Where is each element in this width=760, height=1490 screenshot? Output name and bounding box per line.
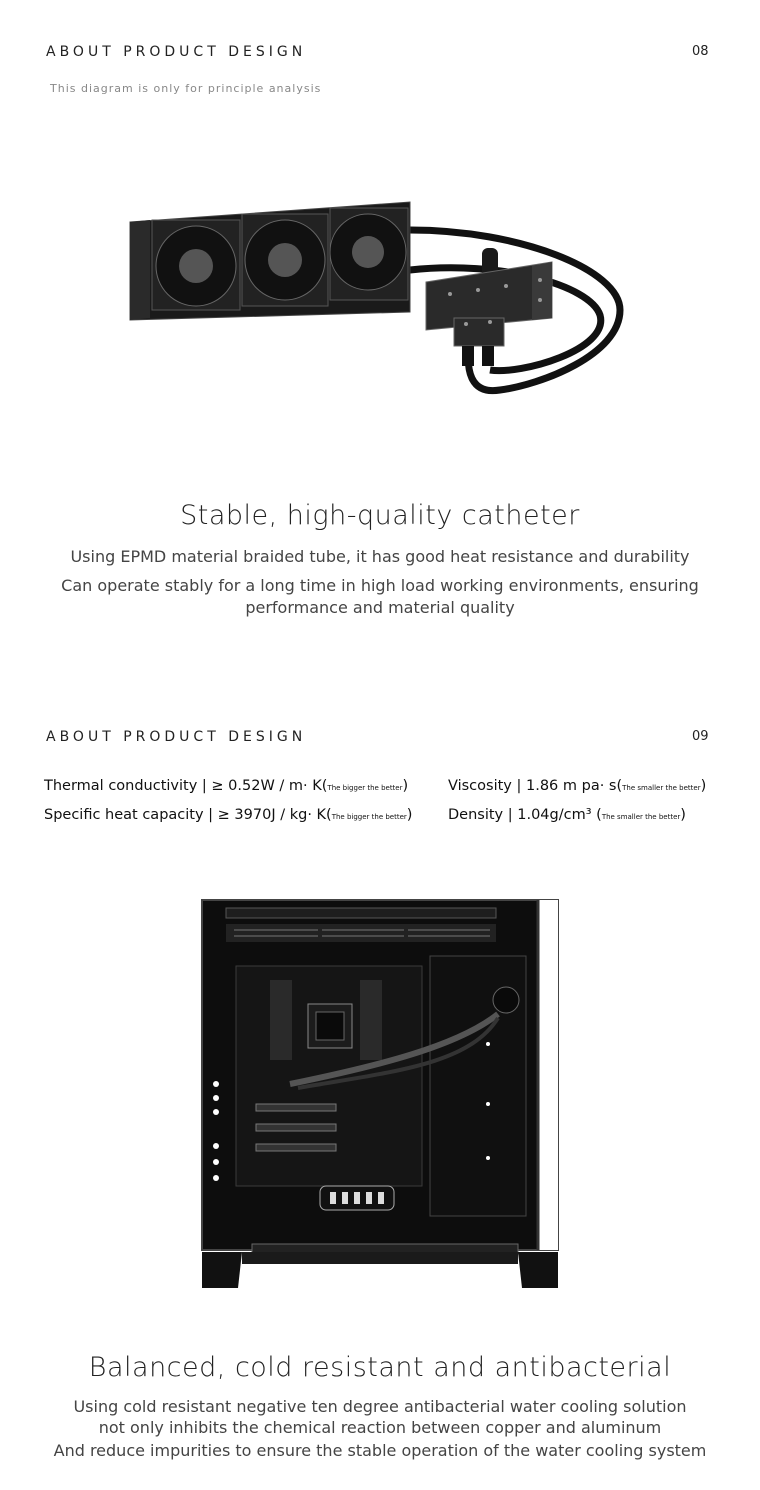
spec-note: The bigger the better (331, 813, 407, 821)
page-number: 08 (692, 44, 709, 59)
spec-close: ) (406, 807, 413, 823)
spec-separator: | (516, 778, 522, 794)
spec-separator: | (208, 807, 214, 823)
spec-close: ) (680, 807, 686, 823)
spec-value: 1.04g/cm³ ( (517, 807, 602, 823)
diagram-note: This diagram is only for principle analysis (50, 82, 322, 95)
spec-viscosity (448, 778, 706, 794)
spec-density (448, 807, 686, 823)
spec-name: Specific heat capacity (44, 807, 204, 823)
description-line-1: Using cold resistant negative ten degree antibacterial water cooling solution (73, 1397, 687, 1416)
page-number: 09 (692, 729, 709, 744)
spec-value: ≥ 0.52W / m· K( (211, 778, 328, 794)
spec-separator: | (201, 778, 207, 794)
spec-thermal-conductivity (44, 778, 408, 794)
spec-note: The smaller the better (622, 784, 701, 792)
spec-specific-heat-capacity (44, 807, 412, 823)
description-line-1: Using EPMD material braided tube, it has good heat resistance and durability (70, 547, 690, 566)
description-line-3: performance and material quality (245, 598, 515, 617)
spec-value: ≥ 3970J / kg· K( (217, 807, 332, 823)
spec-note: The smaller the better (601, 813, 681, 821)
spec-close: ) (402, 778, 409, 794)
section-label: ABOUT PRODUCT DESIGN (46, 44, 307, 60)
section-heading: Stable, high-quality catheter (180, 500, 580, 531)
spec-close: ) (700, 778, 707, 794)
spec-name: Density (448, 807, 504, 823)
spec-name: Thermal conductivity (44, 778, 198, 794)
spec-value: 1.86 m pa· s( (526, 778, 623, 794)
spec-name: Viscosity (448, 778, 512, 794)
description-line-2: Can operate stably for a long time in high load working environments, ensuring (61, 576, 699, 595)
pc-case-illustration (198, 896, 562, 1292)
aio-cooler-illustration (120, 190, 640, 420)
section-label: ABOUT PRODUCT DESIGN (46, 729, 307, 745)
description-line-2: not only inhibits the chemical reaction between copper and aluminum (98, 1418, 662, 1437)
section-heading: Balanced, cold resistant and antibacterial (88, 1352, 672, 1383)
description-line-3: And reduce impurities to ensure the stable operation of the water cooling system (53, 1441, 707, 1460)
spec-note: The bigger the better (327, 784, 403, 792)
spec-separator: | (507, 807, 513, 823)
